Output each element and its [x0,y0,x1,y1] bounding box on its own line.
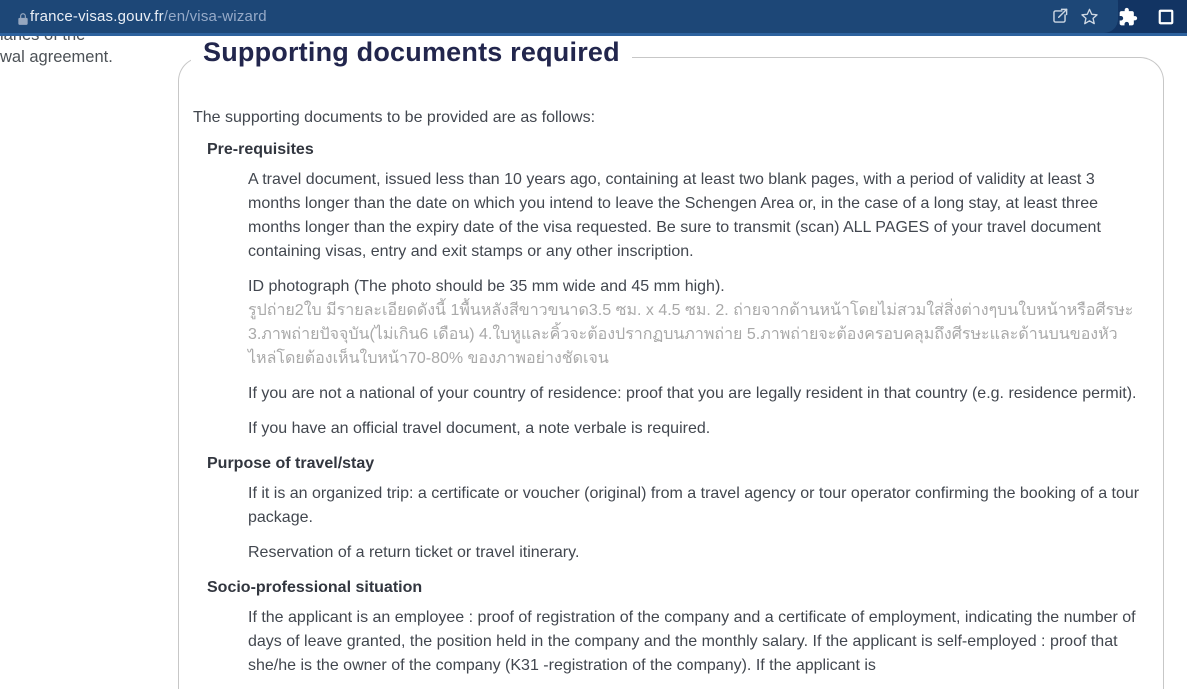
document-item-text: Reservation of a return ticket or travel itinerary. [248,544,580,561]
section-heading-purpose: Purpose of travel/stay [207,455,375,472]
address-bar[interactable] [0,0,1118,33]
document-item [193,275,1145,371]
url-text[interactable] [30,8,267,25]
document-item-text: If you have an official travel document, a note verbale is required. [248,420,711,437]
document-item-text: If the applicant is an employee : proof of registration of the company and a certificate of employment, indicating the number of days of leave granted, the position held in the company and the monthly salary. If the applicant is self-employed : proof that she/he is the owner of the company (K31 -registration of the company). If the applicant is [248,609,1136,674]
extensions-puzzle-icon[interactable] [1113,2,1143,32]
sidebar-line: wal agreement. [0,48,113,66]
document-item [193,482,1145,530]
lock-icon[interactable] [16,12,30,31]
panel-content [179,58,1163,678]
document-item-text: A travel document, issued less than 10 years ago, containing at least two blank pages, with a period of validity at least 3 months longer than the date on which you intend to leave the Schengen Area or, in the case of a long stay, at least three months longer than the expiry date of the visa requested. Be sure to transmit (scan) ALL PAGES of your travel document containing visas, entry and exit stamps or any other inscription. [248,171,1101,260]
document-item-text: ID photograph (The photo should be 35 mm wide and 45 mm high). [248,278,725,295]
url-domain: france-visas.gouv.fr [30,8,164,25]
intro-text: The supporting documents to be provided are as follows: [193,109,596,126]
bookmark-star-icon[interactable] [1074,2,1104,32]
browser-toolbar [0,0,1187,36]
side-panel-icon[interactable] [1151,2,1181,32]
document-item [193,382,1145,406]
document-item-note-thai: รูปถ่าย2ใบ มีรายละเอียดดังนี้ 1พื้นหลังสีขาวขนาด3.5 ซม. x 4.5 ซม. 2. ถ่ายจากด้านหน้าโดยไม่สวมใส่สิ่งต่างๆบนใบหน้าหรือศีรษะ 3.ภาพถ่ายปัจจุบัน(ไม่เกิน6 เดือน) 4.ใบหูและคิ้วจะต้องปรากฏบนภาพถ่าย 5.ภาพถ่ายจะต้องครอบคลุมถึงศีรษะและด้านบนของหัวไหล่โดยต้องเห็นใบหน้า70-80% ของภาพอย่างชัดเจน [248,302,1134,367]
share-icon[interactable] [1044,2,1074,32]
document-item [193,606,1145,678]
toolbar-bottom-border [0,33,1187,36]
section-heading-prerequisites: Pre-requisites [207,141,314,158]
document-item [193,168,1145,264]
document-item [193,541,1145,565]
panel-title: Supporting documents required [191,37,632,68]
section-heading-socio-professional: Socio-professional situation [207,579,423,596]
url-path: /en/visa-wizard [163,8,267,25]
supporting-documents-panel [178,37,1164,689]
document-item [193,417,1145,441]
document-item-text: If you are not a national of your country of residence: proof that you are legally resident in that country (e.g. residence permit). [248,385,1137,402]
document-item-text: If it is an organized trip: a certificate or voucher (original) from a travel agency or tour operator confirming the booking of a tour package. [248,485,1140,526]
